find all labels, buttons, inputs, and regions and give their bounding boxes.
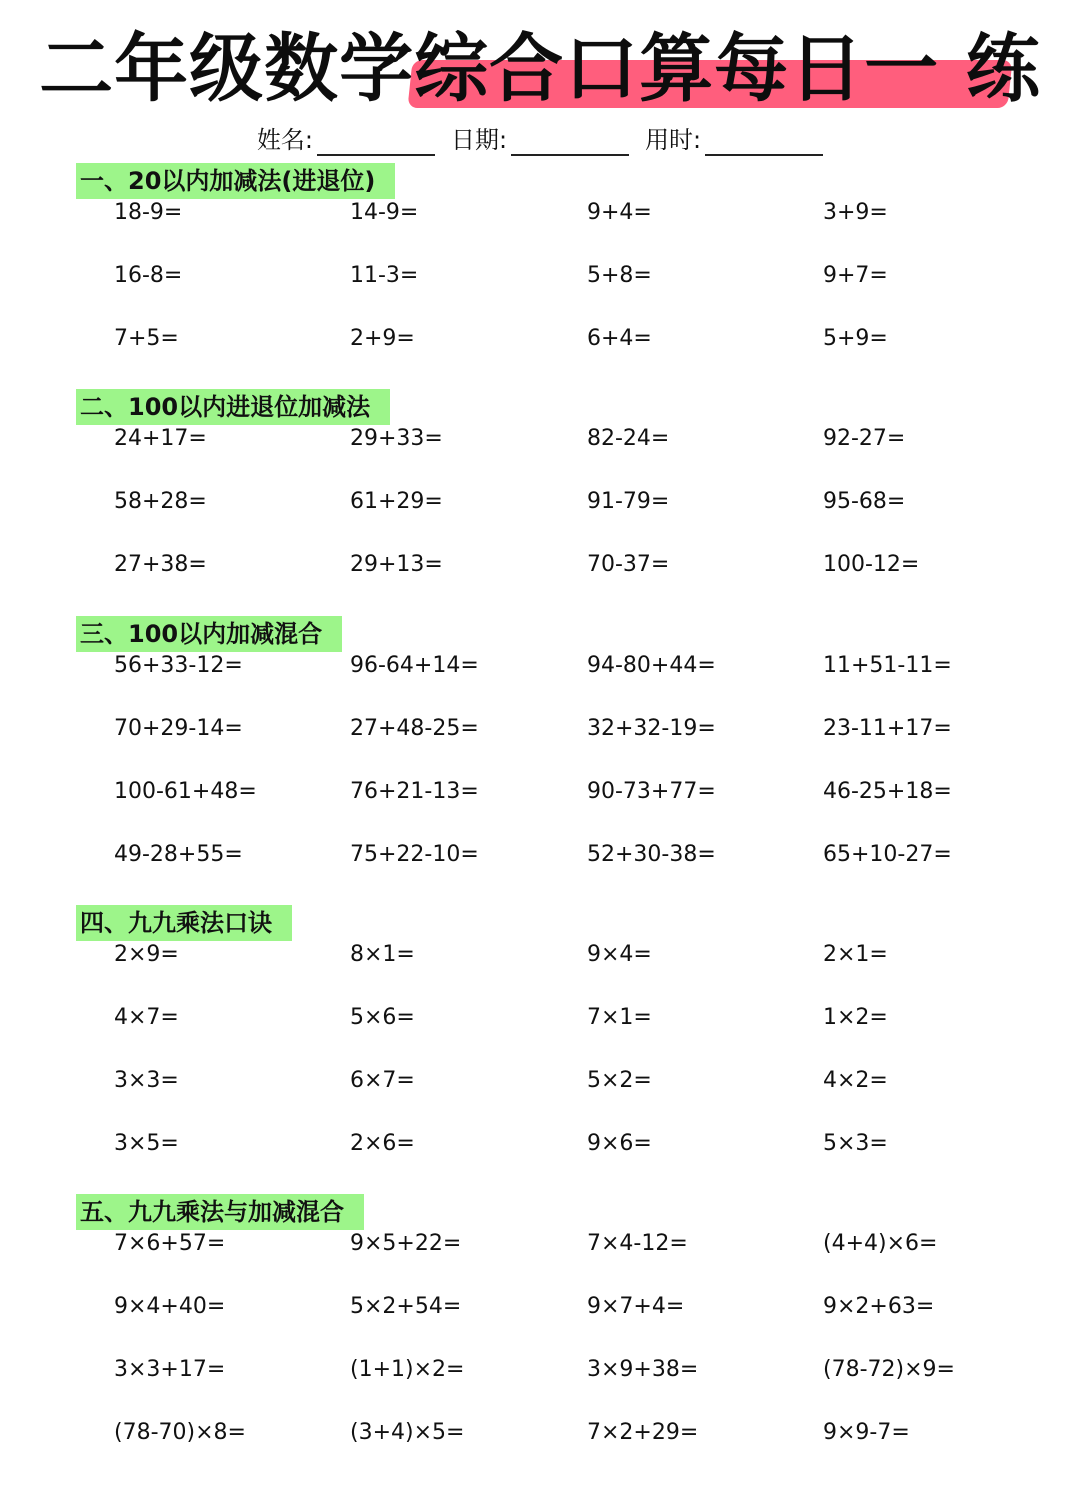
problem: 27+38=: [114, 552, 207, 577]
problem: 95-68=: [823, 489, 906, 514]
problem: 7×2+29=: [587, 1420, 699, 1445]
problem: 46-25+18=: [823, 779, 952, 804]
problem: 75+22-10=: [350, 842, 479, 867]
problem: 3×5=: [114, 1131, 179, 1156]
problem: 9×6=: [587, 1131, 652, 1156]
time-label: 用时:: [645, 126, 702, 154]
problem: 1×2=: [823, 1005, 888, 1030]
problem-row: [0, 1061, 1080, 1101]
problem: 24+17=: [114, 426, 207, 451]
problem: 7×4-12=: [587, 1231, 688, 1256]
problem: 23-11+17=: [823, 716, 952, 741]
problem: 61+29=: [350, 489, 443, 514]
name-field: [257, 124, 435, 156]
problem: 76+21-13=: [350, 779, 479, 804]
time-field: [645, 124, 823, 156]
problem: 5+8=: [587, 263, 652, 288]
problem-row: [0, 1124, 1080, 1164]
problem: (1+1)×2=: [350, 1357, 465, 1382]
name-label: 姓名:: [256, 126, 313, 154]
problem: (3+4)×5=: [350, 1420, 465, 1445]
problem: 49-28+55=: [114, 842, 243, 867]
problem: 58+28=: [114, 489, 207, 514]
problem-row: [0, 835, 1080, 875]
problem: 65+10-27=: [823, 842, 952, 867]
title-area: [0, 18, 1080, 118]
section-heading: 一、20以内加减法(进退位): [76, 163, 395, 199]
problem: 29+13=: [350, 552, 443, 577]
problem: 56+33-12=: [114, 653, 243, 678]
problem-row: [0, 1224, 1080, 1264]
problem-row: [0, 1350, 1080, 1390]
problem: 2×6=: [350, 1131, 415, 1156]
problem-row: [0, 319, 1080, 359]
problem: 91-79=: [587, 489, 670, 514]
problem-row: [0, 1287, 1080, 1327]
problem-row: [0, 482, 1080, 522]
problem-row: [0, 419, 1080, 459]
problem-row: [0, 935, 1080, 975]
problem: 5+9=: [823, 326, 888, 351]
problem-row: [0, 772, 1080, 812]
problem-row: [0, 998, 1080, 1038]
section-heading: 三、100以内加减混合: [76, 616, 342, 652]
problem: 3×3+17=: [114, 1357, 226, 1382]
problem: 92-27=: [823, 426, 906, 451]
date-blank: [511, 130, 629, 156]
problem: 96-64+14=: [350, 653, 479, 678]
problem-row: [0, 709, 1080, 749]
problem: 3×9+38=: [587, 1357, 699, 1382]
problem: 7×6+57=: [114, 1231, 226, 1256]
problem: 5×6=: [350, 1005, 415, 1030]
problem: 4×7=: [114, 1005, 179, 1030]
problem: 9×9-7=: [823, 1420, 910, 1445]
problem: 100-61+48=: [114, 779, 257, 804]
problem-row: [0, 193, 1080, 233]
problem: 5×2=: [587, 1068, 652, 1093]
problem: 6+4=: [587, 326, 652, 351]
problem: 70-37=: [587, 552, 670, 577]
problem: 100-12=: [823, 552, 920, 577]
problem: 8×1=: [350, 942, 415, 967]
problem: 29+33=: [350, 426, 443, 451]
problem: 3×3=: [114, 1068, 179, 1093]
problem: 2×1=: [823, 942, 888, 967]
problem: 11+51-11=: [823, 653, 952, 678]
problem: 2×9=: [114, 942, 179, 967]
problem: 5×3=: [823, 1131, 888, 1156]
problem: 18-9=: [114, 200, 183, 225]
problem: (4+4)×6=: [823, 1231, 938, 1256]
problem: 3+9=: [823, 200, 888, 225]
problem: 90-73+77=: [587, 779, 716, 804]
problem: (78-70)×8=: [114, 1420, 246, 1445]
section-heading: 二、100以内进退位加减法: [76, 389, 390, 425]
problem: 9×5+22=: [350, 1231, 462, 1256]
problem-row: [0, 1413, 1080, 1453]
time-blank: [705, 130, 823, 156]
problem: 5×2+54=: [350, 1294, 462, 1319]
section-heading: 五、九九乘法与加减混合: [76, 1194, 364, 1230]
problem: 2+9=: [350, 326, 415, 351]
problem: 94-80+44=: [587, 653, 716, 678]
problem-row: [0, 256, 1080, 296]
student-info: [0, 124, 1080, 156]
problem: 7×1=: [587, 1005, 652, 1030]
name-blank: [317, 130, 435, 156]
problem: 4×2=: [823, 1068, 888, 1093]
problem: 82-24=: [587, 426, 670, 451]
problem: (78-72)×9=: [823, 1357, 955, 1382]
problem: 14-9=: [350, 200, 419, 225]
date-label: 日期:: [450, 126, 508, 154]
problem: 9+4=: [587, 200, 652, 225]
problem: 52+30-38=: [587, 842, 716, 867]
problem: 9×4=: [587, 942, 652, 967]
problem: 9×7+4=: [587, 1294, 685, 1319]
problem: 6×7=: [350, 1068, 415, 1093]
problem: 11-3=: [350, 263, 419, 288]
problem: 27+48-25=: [350, 716, 479, 741]
problem: 9×2+63=: [823, 1294, 935, 1319]
problem-row: [0, 646, 1080, 686]
page-title: 二年级数学综合口算每日一 练: [39, 26, 1041, 112]
problem-row: [0, 545, 1080, 585]
date-field: [451, 124, 629, 156]
problem: 70+29-14=: [114, 716, 243, 741]
problem: 9×4+40=: [114, 1294, 226, 1319]
problem: 32+32-19=: [587, 716, 716, 741]
problem: 16-8=: [114, 263, 183, 288]
problem: 9+7=: [823, 263, 888, 288]
section-heading: 四、九九乘法口诀: [76, 905, 292, 941]
problem: 7+5=: [114, 326, 179, 351]
